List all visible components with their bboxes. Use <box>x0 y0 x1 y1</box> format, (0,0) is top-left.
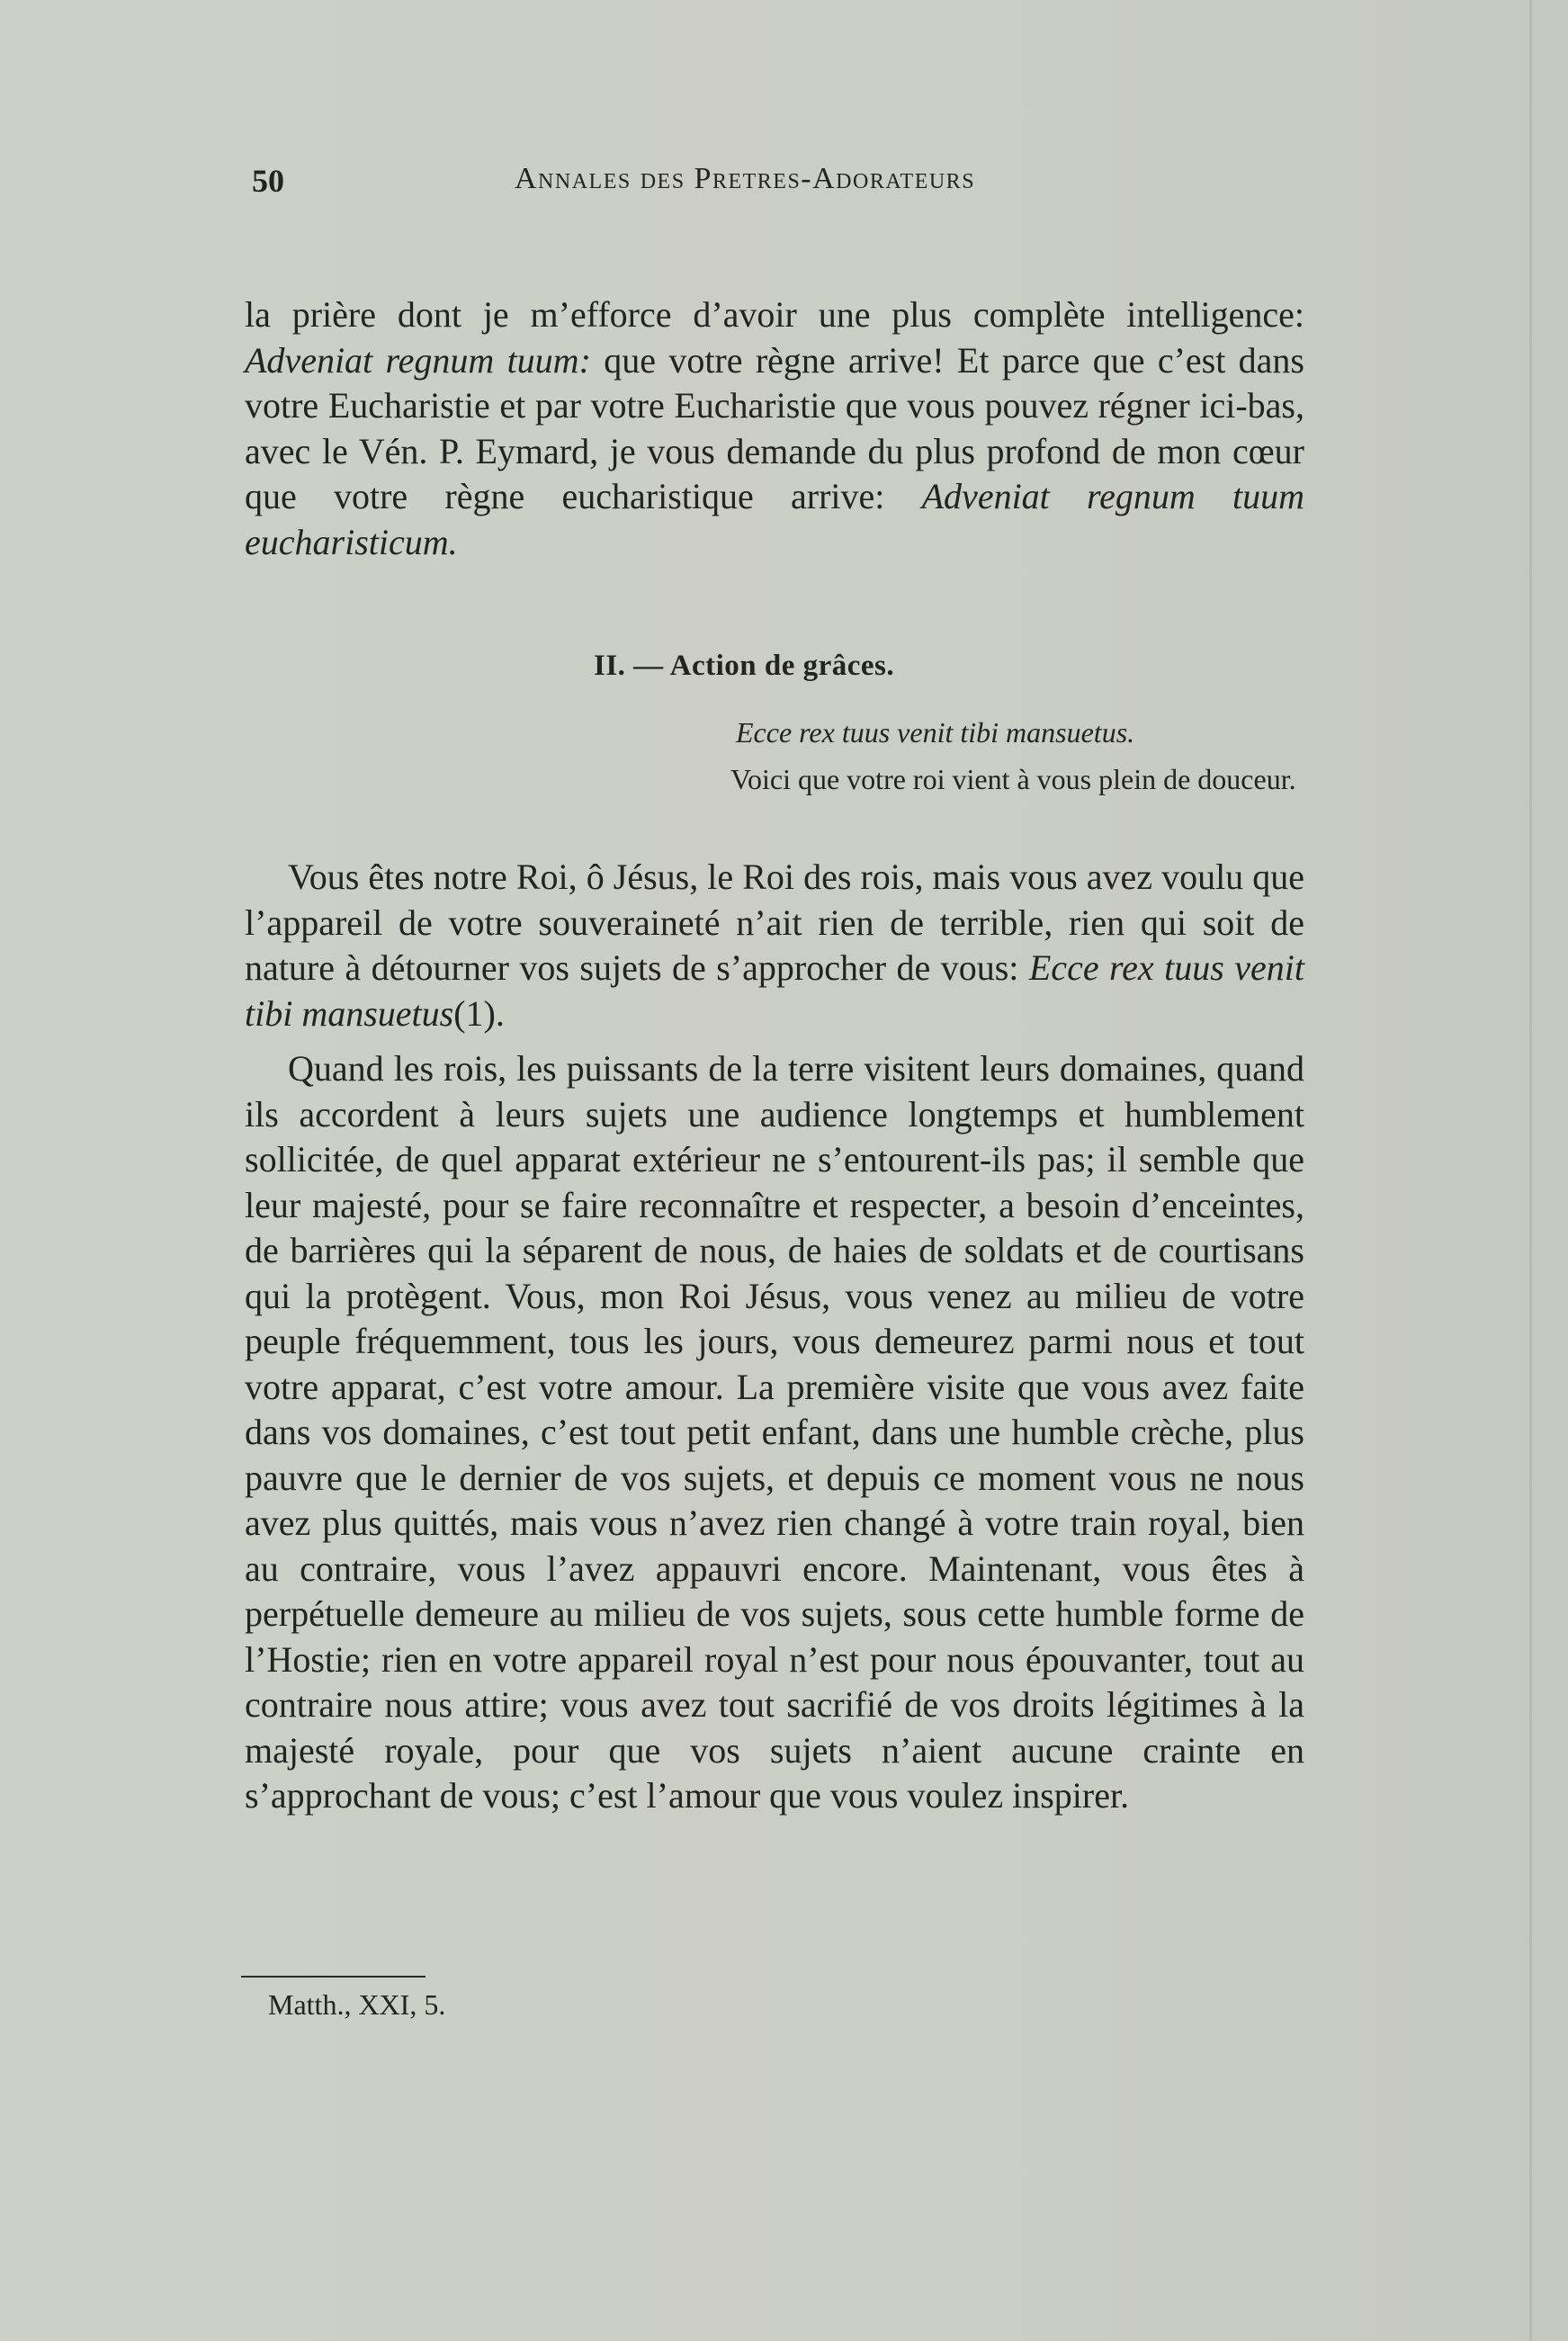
epigraph-french: Voici que votre roi vient à vous plein de douceur. <box>730 763 1296 795</box>
paragraph-1 <box>245 292 1304 565</box>
page-header <box>252 162 1304 207</box>
paragraph-1-italic-a: Adveniat regnum tuum: <box>245 339 591 381</box>
paragraph-2 <box>245 855 1304 1036</box>
running-title: Annales des Pretres-Adorateurs <box>515 162 976 195</box>
paragraph-1-text-b: que votre règne arrive! Et parce que c’est dans votre Eucharistie et par votre Eucharistie que vous pouvez régner ici-bas, avec le Vén. P. Eymard, je vous demande du plus profond de mon cœur que votre règne eucharistique arrive: <box>245 339 1304 516</box>
paragraph-2-text: Vous êtes notre Roi, ô Jésus, le Roi des rois, mais vous avez voulu que l’appareil de votre souveraineté n’ait rien de terrible, rien qui soit de nature à détourner vos sujets de s’approcher de vous: <box>245 857 1304 988</box>
footnote: Matth., XXI, 5. <box>268 1988 446 2021</box>
epigraph-latin: Ecce rex tuus venit tibi mansuetus. <box>736 716 1135 749</box>
footnote-reference: (1). <box>453 992 505 1034</box>
page-edge <box>1529 0 1532 2341</box>
paragraph-1-italic-b: Adveniat regnum tuum eucharisticum. <box>245 476 1305 562</box>
paragraph-1-text-a: la prière dont je m’efforce d’avoir une plus complète intelligence: <box>245 294 1304 335</box>
paragraph-3: Quand les rois, les puissants de la terre visitent leurs domaines, quand ils accordent à leurs sujets une audience longtemps et humblement sollicitée, de quel apparat extérieur ne s’entourent-ils pas; il semble que leur majesté, pour se faire reconnaître et respecter, a besoin d’enceintes, de barrières qui la séparent de nous, de haies de soldats et de courtisans qui la protègent. Vous, mon Roi Jésus, vous venez au milieu de votre peuple fréquemment, tous les jours, vous demeurez parmi nous et tout votre apparat, c’est votre amour. La première visite que vous avez faite dans vos domaines, c’est tout petit enfant, dans une humble crèche, plus pauvre que le dernier de vos sujets, et depuis ce moment vous ne nous avez plus quittés, mais vous n’avez rien changé à votre train royal, bien au contraire, vous l’avez appauvri encore. Maintenant, vous êtes à perpétuelle demeure au milieu de vos sujets, sous cette humble forme de l’Hostie; rien en votre appareil royal n’est pour nous épouvanter, tout au contraire nous attire; vous avez tout sacrifié de vos droits légitimes à la majesté royale, pour que vos sujets n’aient aucune crainte en s’approchant de vous; c’est l’amour que vous voulez inspirer. <box>245 1048 1304 1816</box>
page-number: 50 <box>252 163 284 199</box>
paragraph-2-italic: Ecce rex tuus venit tibi mansuetus <box>245 947 1304 1034</box>
section-heading: II. — Action de grâces. <box>594 650 895 682</box>
footnote-divider <box>241 1976 426 1978</box>
